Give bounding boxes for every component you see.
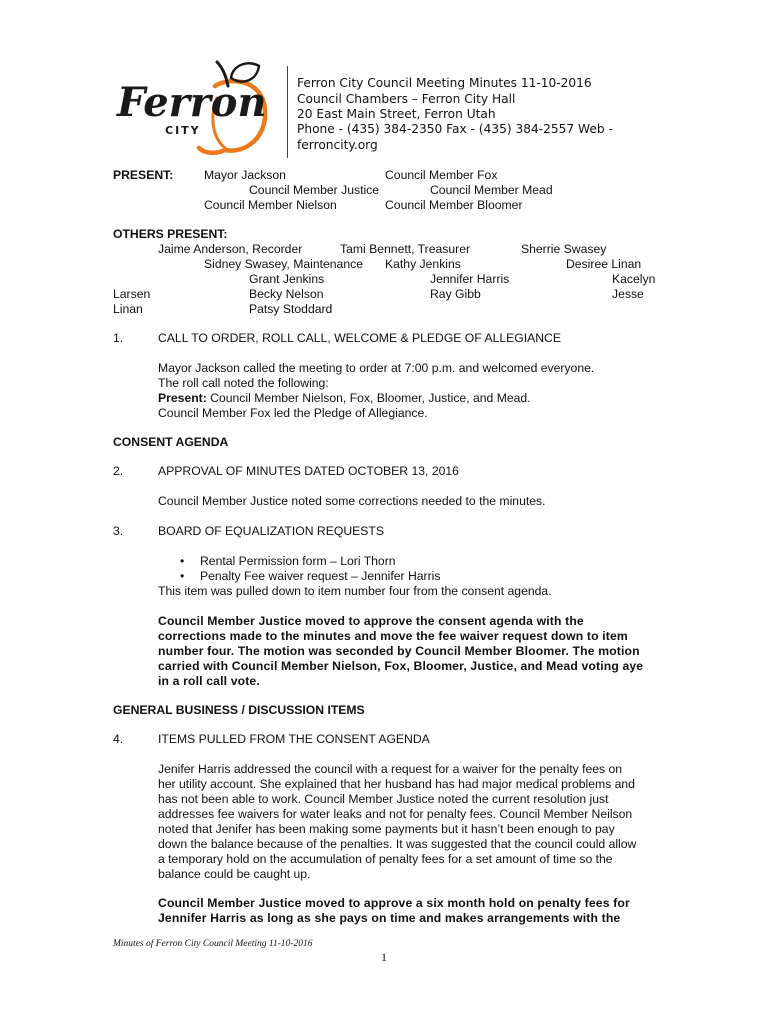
others-name: Grant Jenkins [249, 272, 325, 286]
item4-line: noted that Jenifer has been making some payments but it hasn’t been enough to pay [158, 822, 615, 836]
others-name: Desiree Linan [566, 257, 642, 271]
present-member: Council Member Fox [385, 168, 498, 182]
item1-present-label: Present: [158, 391, 207, 405]
others-name: Sherrie Swasey [521, 242, 607, 256]
others-name: Sidney Swasey, Maintenance [204, 257, 363, 271]
others-present-label: OTHERS PRESENT: [113, 227, 228, 241]
item1-present-text: Council Member Nielson, Fox, Bloomer, Justice, and Mead. [206, 391, 531, 405]
item4-line: her utility account. She explained that her husband has had major medical problems and [158, 777, 635, 791]
ferron-city-logo [113, 58, 273, 161]
motion-line: Council Member Justice moved to approve a six month hold on penalty fees for [158, 896, 630, 910]
motion-line: carried with Council Member Nielson, Fox, Bloomer, Justice, and Mead voting aye [158, 659, 644, 673]
bullet-icon: • [180, 554, 185, 568]
others-name: Patsy Stoddard [249, 302, 333, 316]
item1-present-line [158, 391, 531, 406]
item1-line: The roll call noted the following: [158, 376, 329, 390]
item3-note: This item was pulled down to item number four from the consent agenda. [158, 584, 552, 598]
apple-logo-icon [113, 58, 273, 158]
item-number: 4. [113, 732, 124, 746]
header-divider [287, 66, 288, 158]
item4-line: down the balance because of the penalties. It was suggested that the council could allow [158, 837, 637, 851]
page-footer: Minutes of Ferron City Council Meeting 11-10-2016 [113, 939, 313, 949]
general-business-heading: GENERAL BUSINESS / DISCUSSION ITEMS [113, 703, 365, 717]
header-line-1: Ferron City Council Meeting Minutes 11-10-2016 [297, 76, 592, 90]
list-item [180, 569, 440, 584]
logo-sub: CITY [165, 124, 201, 137]
list-item [180, 554, 396, 569]
item2-text: Council Member Justice noted some corrections needed to the minutes. [158, 494, 546, 508]
motion-line: Jennifer Harris as long as she pays on time and makes arrangements with the [158, 911, 621, 925]
header-line-3: 20 East Main Street, Ferron Utah [297, 107, 496, 121]
others-name: Jaime Anderson, Recorder [158, 242, 303, 256]
present-member: Council Member Justice [249, 183, 380, 197]
others-name: Kathy Jenkins [385, 257, 461, 271]
item-title: ITEMS PULLED FROM THE CONSENT AGENDA [158, 732, 430, 746]
present-member: Council Member Bloomer [385, 198, 523, 212]
item-number: 1. [113, 331, 124, 345]
item1-line: Council Member Fox led the Pledge of Allegiance. [158, 406, 428, 420]
list-item-text: Rental Permission form – Lori Thorn [200, 554, 396, 568]
item4-line: addresses fee waivers for water leaks and not for penalty fees. Council Member Neilson [158, 807, 633, 821]
consent-agenda-heading: CONSENT AGENDA [113, 435, 229, 449]
list-item-text: Penalty Fee waiver request – Jennifer Harris [200, 569, 441, 583]
motion-line: in a roll call vote. [158, 674, 260, 688]
item4-line: Jenifer Harris addressed the council with a request for a waiver for the penalty fees on [158, 762, 623, 776]
others-name: Linan [113, 302, 143, 316]
logo-word: Ferron [117, 79, 267, 126]
motion-line: Council Member Justice moved to approve the consent agenda with the [158, 614, 584, 628]
header-line-2: Council Chambers – Ferron City Hall [297, 92, 516, 106]
motion-line: number four. The motion was seconded by Council Member Bloomer. The motion [158, 644, 640, 658]
present-label: PRESENT: [113, 168, 174, 182]
header-line-5: ferroncity.org [297, 138, 378, 152]
item-title: CALL TO ORDER, ROLL CALL, WELCOME & PLEDGE OF ALLEGIANCE [158, 331, 561, 345]
page-number: 1 [381, 950, 387, 964]
item-number: 3. [113, 524, 124, 538]
bullet-icon: • [180, 569, 185, 583]
others-name: Larsen [113, 287, 151, 301]
present-member: Mayor Jackson [204, 168, 286, 182]
present-member: Council Member Nielson [204, 198, 337, 212]
others-name: Jesse [612, 287, 644, 301]
motion-line: corrections made to the minutes and move the fee waiver request down to item [158, 629, 628, 643]
item4-line: a temporary hold on the accumulation of penalty fees for a set amount of time so the [158, 852, 613, 866]
others-name: Becky Nelson [249, 287, 324, 301]
others-name: Kacelyn [612, 272, 656, 286]
item-number: 2. [113, 464, 124, 478]
item4-line: balance could be caught up. [158, 867, 311, 881]
item-title: BOARD OF EQUALIZATION REQUESTS [158, 524, 384, 538]
header-line-4: Phone - (435) 384-2350 Fax - (435) 384-2557 Web - [297, 122, 613, 136]
others-name: Tami Bennett, Treasurer [340, 242, 471, 256]
item4-line: has not been able to work. Council Member Justice noted the current resolution just [158, 792, 609, 806]
item-title: APPROVAL OF MINUTES DATED OCTOBER 13, 2016 [158, 464, 459, 478]
item1-line: Mayor Jackson called the meeting to order at 7:00 p.m. and welcomed everyone. [158, 361, 595, 375]
present-member: Council Member Mead [430, 183, 553, 197]
others-name: Jennifer Harris [430, 272, 510, 286]
others-name: Ray Gibb [430, 287, 481, 301]
